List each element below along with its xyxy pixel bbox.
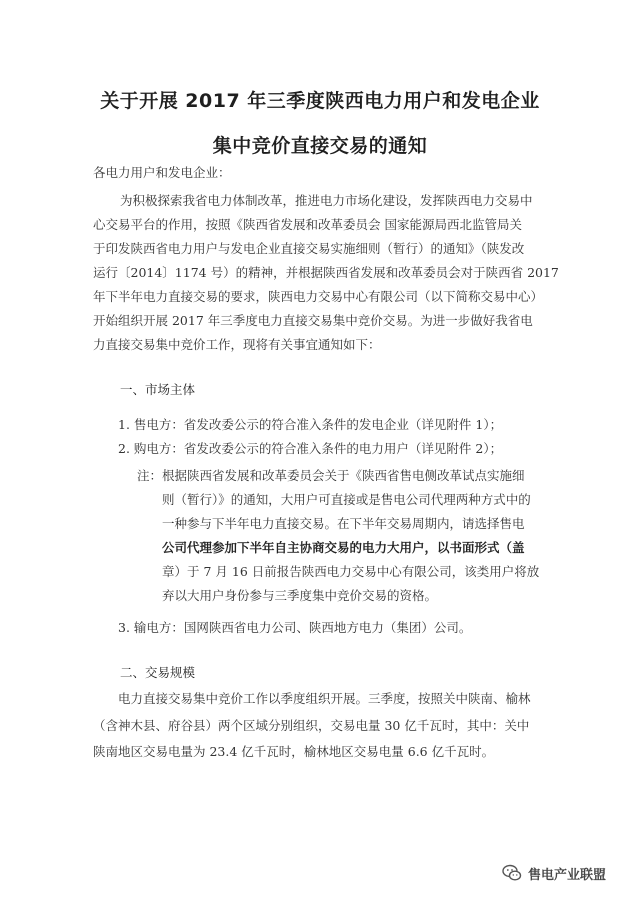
document-title-line-2: 集中竞价直接交易的通知: [212, 135, 428, 157]
trade-scale-line: 电力直接交易集中竞价工作以季度组织开展。三季度，按照关中陕南、榆林: [118, 691, 531, 706]
section-2-heading: 二、交易规模: [120, 665, 196, 680]
document-title-line-1: 关于开展 2017 年三季度陕西电力用户和发电企业: [100, 90, 540, 112]
note-label: 注：: [137, 468, 163, 483]
watermark-text: 售电产业联盟: [528, 867, 607, 883]
note-line: 章）于 7 月 16 日前报告陕西电力交易中心有限公司，该类用户将放: [162, 564, 540, 579]
intro-line: 开始组织开展 2017 年三季度电力直接交易集中竞价交易。为进一步做好我省电: [93, 313, 533, 328]
section-1-heading: 一、市场主体: [120, 382, 196, 397]
intro-line: 年下半年电力直接交易的要求，陕西电力交易中心有限公司（以下简称交易中心）: [93, 289, 544, 304]
intro-line: 运行〔2014〕1174 号）的精神，并根据陕西省发展和改革委员会对于陕西省 2017: [93, 265, 559, 280]
intro-line: 于印发陕西省电力用户与发电企业直接交易实施细则（暂行）的通知》（陕发改: [93, 241, 525, 256]
salutation: 各电力用户和发电企业：: [93, 165, 231, 180]
intro-line: 心交易平台的作用，按照《陕西省发展和改革委员会 国家能源局西北监管局关: [93, 217, 522, 232]
trade-scale-line: 陕南地区交易电量为 23.4 亿千瓦时，榆林地区交易电量 6.6 亿千瓦时。: [93, 744, 495, 759]
note-line: 则（暂行）》的通知，大用户可直接或是售电公司代理两种方式中的: [162, 492, 531, 507]
trade-scale-line: （含神木县、府谷县）两个区域分别组织，交易电量 30 亿千瓦时，其中：关中: [93, 718, 530, 733]
market-item-seller: 1. 售电方：省发改委公示的符合准入条件的发电企业（详见附件 1）；: [118, 417, 503, 432]
market-item-buyer: 2. 购电方：省发改委公示的符合准入条件的电力用户（详见附件 2）；: [118, 441, 503, 456]
intro-line: 力直接交易集中竞价工作，现将有关事宜通知如下：: [93, 337, 381, 352]
note-line: 一种参与下半年电力直接交易。在下半年交易周期内，请选择售电: [162, 516, 525, 531]
watermark: [502, 862, 606, 884]
wechat-icon: [502, 863, 522, 883]
note-line: 公司代理参加下半年自主协商交易的电力大用户，以书面形式（盖: [162, 540, 525, 555]
market-item-transmitter: 3. 输电方：国网陕西省电力公司、陕西地方电力（集团）公司。: [118, 620, 472, 635]
intro-line: 为积极探索我省电力体制改革，推进电力市场化建设，发挥陕西电力交易中: [120, 193, 533, 208]
note-line: 根据陕西省发展和改革委员会关于《陕西省售电侧改革试点实施细: [162, 468, 525, 483]
note-line: 弃以大用户身份参与三季度集中竞价交易的资格。: [162, 588, 438, 603]
